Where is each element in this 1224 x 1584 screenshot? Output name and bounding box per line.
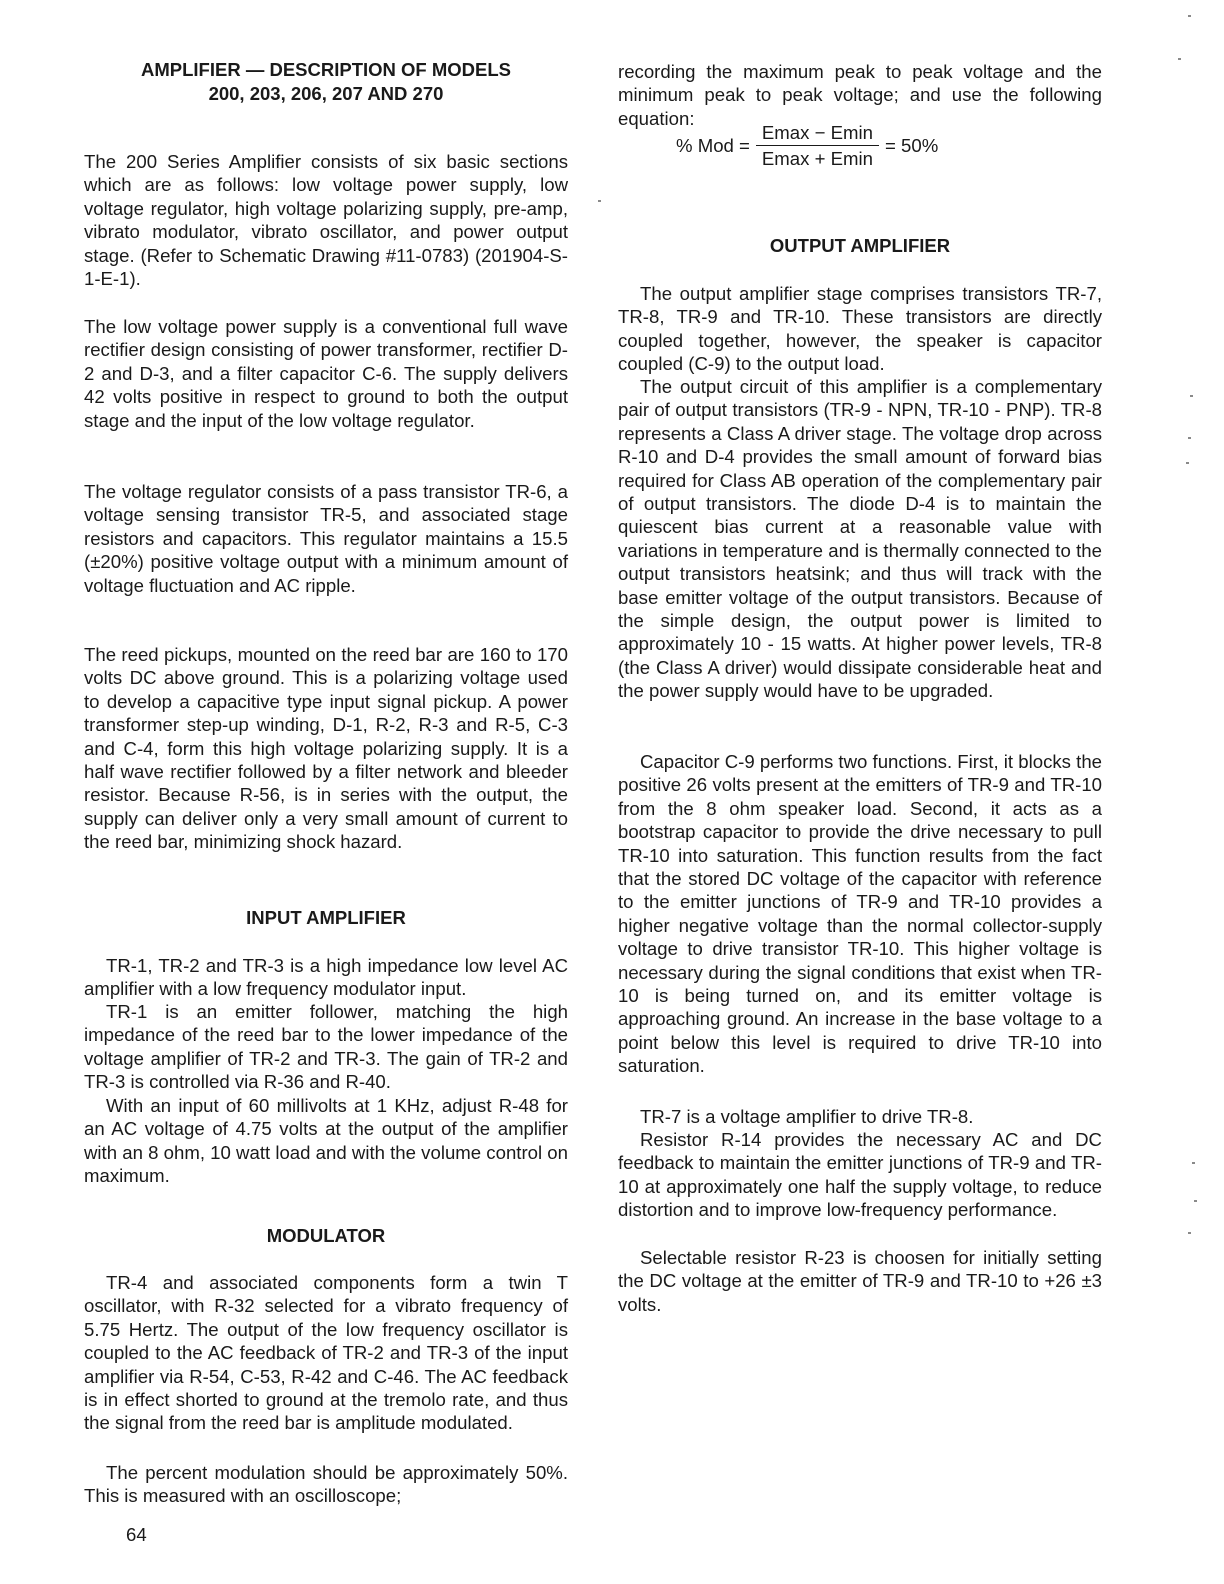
continuation-paragraph: recording the maximum peak to peak voltage and the minimum peak to peak voltage; and use the following equation: bbox=[618, 61, 1102, 129]
input-amplifier-paragraph-2: TR-1 is an emitter follower, matching the high impedance of the reed bar to the lower impedance of the voltage amplifier of TR-2 and TR-3. The gain of TR-2 and TR-3 is controlled via R-36 and R-40. bbox=[84, 1001, 568, 1093]
output-amplifier-paragraph-2: The output circuit of this amplifier is a complementary pair of output transistors (TR-9 - NPN, TR-10 - PNP). TR-8 represents a Class A driver stage. The voltage drop across R-10 and D-4 provides the small amount of forward bias required for Class AB operation of the complementary pair of output transistors. The diode D-4 is to maintain the quiescent bias current at a reasonable value with variations in temperature and is thermally connected to the output transistors heatsink; and thus will track with the base emitter voltage of the output transistors. Because of the simple design, the output power is limited to approximately 10 - 15 watts. At higher power levels, TR-8 (the Class A driver) would dissipate considerable heat and the power supply would have to be upgraded. bbox=[618, 376, 1102, 702]
scan-speck bbox=[1188, 437, 1191, 439]
modulator-paragraph-1: TR-4 and associated components form a twin T oscillator, with R-32 selected for a vibrato frequency of 5.75 Hertz. The output of the low frequency oscillator is coupled to the AC feedback of TR-2 and TR-3 of the input amplifier via R-54, C-53, R-42 and C-46. The AC feedback is in effect shorted to ground at the tremolo rate, and thus the signal from the reed bar is amplitude modulated. bbox=[84, 1272, 568, 1434]
output-amplifier-paragraph-5: Resistor R-14 provides the necessary AC and DC feedback to maintain the emitter junctions of TR-9 and TR-10 at approximately one half the supply voltage, to reduce distortion and to improve low-frequency performance. bbox=[618, 1129, 1102, 1221]
scan-speck bbox=[1190, 395, 1193, 397]
scan-speck bbox=[1188, 15, 1191, 17]
output-amplifier-heading: OUTPUT AMPLIFIER bbox=[769, 235, 951, 256]
modulation-formula bbox=[676, 122, 938, 170]
modulator-heading: MODULATOR bbox=[266, 1225, 386, 1246]
scan-speck bbox=[1186, 462, 1189, 464]
input-amplifier-heading: INPUT AMPLIFIER bbox=[246, 907, 406, 928]
formula-rhs: = 50% bbox=[885, 135, 939, 156]
scan-speck bbox=[1192, 1162, 1195, 1164]
scan-speck bbox=[1178, 58, 1181, 60]
intro-paragraph: The 200 Series Amplifier consists of six basic sections which are as follows: low voltage power supply, low voltage regulator, high voltage polarizing supply, pre-amp, vibrato modulator, vibrato oscillator, and power output stage. (Refer to Schematic Drawing #11-0783) (201904-S-1-E-1). bbox=[84, 151, 568, 290]
output-amplifier-paragraph-3: Capacitor C-9 performs two functions. First, it blocks the positive 26 volts present at the emitters of TR-9 and TR-10 from the 8 ohm speaker load. Second, it acts as a bootstrap capacitor to provide the drive necessary to pull TR-10 into saturation. This function results from the fact that the stored DC voltage of the capacitor with reference to the emitter junctions of TR-9 and TR-10 provides a higher negative voltage than the normal collector-supply voltage to drive transistor TR-10. This higher voltage is necessary during the signal conditions that exist when TR-10 is being turned on, and its emitter voltage is approaching ground. An increase in the base voltage to a point below this level is required to drive TR-10 into saturation. bbox=[618, 751, 1102, 1077]
formula-denominator: Emax + Emin bbox=[761, 148, 873, 169]
power-supply-paragraph: The low voltage power supply is a conventional full wave rectifier design consisting of power transformer, rectifier D-2 and D-3, and a filter capacitor C-6. The supply delivers 42 volts positive in respect to ground to both the output stage and the input of the low voltage regulator. bbox=[84, 316, 568, 431]
page-title-line-1: AMPLIFIER — DESCRIPTION OF MODELS bbox=[140, 59, 511, 80]
output-amplifier-paragraph-4: TR-7 is a voltage amplifier to drive TR-8. bbox=[640, 1106, 974, 1127]
modulator-paragraph-2: The percent modulation should be approximately 50%. This is measured with an oscilloscope; bbox=[84, 1462, 568, 1507]
input-amplifier-paragraph-3: With an input of 60 millivolts at 1 KHz, adjust R-48 for an AC voltage of 4.75 volts at the output of the amplifier with an 8 ohm, 10 watt load and with the volume control on maximum. bbox=[84, 1095, 568, 1187]
page-number: 64 bbox=[126, 1524, 147, 1545]
output-amplifier-paragraph-6: Selectable resistor R-23 is choosen for initially setting the DC voltage at the emitter of TR-9 and TR-10 to +26 ±3 volts. bbox=[618, 1247, 1102, 1315]
scan-speck bbox=[598, 200, 601, 202]
formula-fraction bbox=[756, 122, 879, 170]
input-amplifier-paragraph-1: TR-1, TR-2 and TR-3 is a high impedance low level AC amplifier with a low frequency modulator input. bbox=[84, 955, 568, 1000]
formula-lhs: % Mod = bbox=[676, 135, 750, 156]
regulator-paragraph: The voltage regulator consists of a pass transistor TR-6, a voltage sensing transistor TR-5, and associated stage resistors and capacitors. This regulator maintains a 15.5 (±20%) positive voltage output with a minimum amount of voltage fluctuation and AC ripple. bbox=[84, 481, 568, 596]
scan-speck bbox=[1194, 1200, 1197, 1202]
scan-speck bbox=[1188, 1232, 1191, 1234]
page-title-line-2: 200, 203, 206, 207 AND 270 bbox=[208, 83, 444, 104]
output-amplifier-paragraph-1: The output amplifier stage comprises transistors TR-7, TR-8, TR-9 and TR-10. These transistors are directly coupled together, however, the speaker is capacitor coupled (C-9) to the output load. bbox=[618, 283, 1102, 375]
reed-pickup-paragraph: The reed pickups, mounted on the reed bar are 160 to 170 volts DC above ground. This is a polarizing voltage used to develop a capacitive type input signal pickup. A power transformer step-up winding, D-1, R-2, R-3 and R-5, C-3 and C-4, form this high voltage polarizing supply. It is a half wave rectifier followed by a filter network and bleeder resistor. Because R-56, is in series with the output, the supply can deliver only a very small amount of current to the reed bar, minimizing shock hazard. bbox=[84, 644, 568, 853]
formula-numerator: Emax − Emin bbox=[756, 122, 879, 146]
